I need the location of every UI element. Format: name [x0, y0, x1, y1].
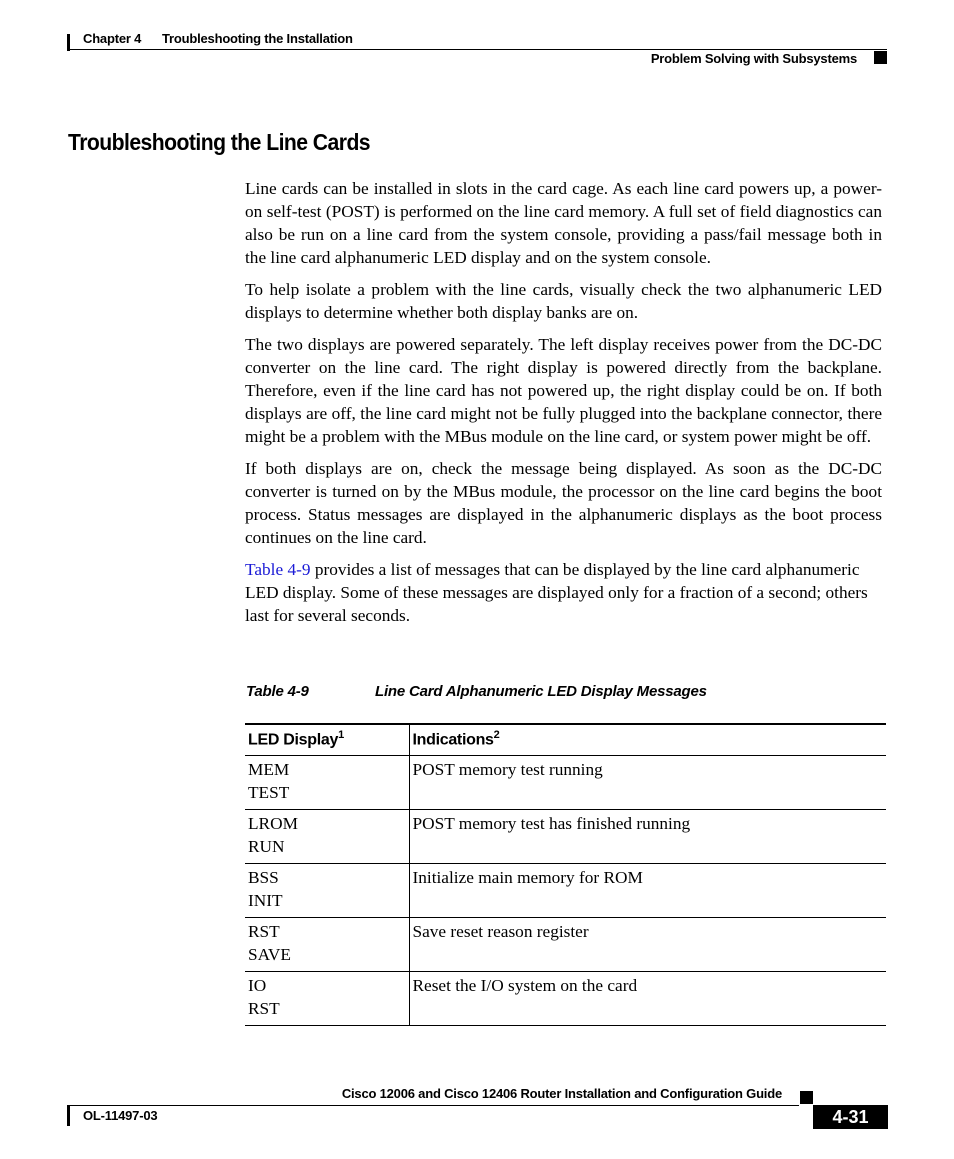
led-display-cell: BSS INIT: [245, 863, 409, 917]
guide-title: Cisco 12006 and Cisco 12406 Router Installation and Configuration Guide: [341, 1086, 782, 1101]
paragraph-text: provides a list of messages that can be displayed by the line card alphanumeric LED display. Some of these messages are displayed only for a fraction of a second; others last for several seconds.: [245, 560, 868, 625]
header-rule: [67, 49, 887, 50]
document-number: OL-11497-03: [83, 1108, 158, 1123]
led-display-cell: LROM RUN: [245, 809, 409, 863]
table-title: Line Card Alphanumeric LED Display Messages: [375, 683, 707, 700]
table-row: [245, 863, 886, 917]
column-header-led-display: LED Display$^1$: [245, 724, 409, 755]
paragraph: The two displays are powered separately. The left display receives power from the DC-DC converter on the line card. The right display is powered directly from the backplane. Therefore, even if the line card has not powered up, the right display could be on. If both displays are off, the line card might not be fully plugged into the backplane connector, there might be a problem with the MBus module on the line card, or system power might be off.: [245, 335, 882, 446]
indication-cell: POST memory test running: [409, 755, 886, 809]
indication-cell: Reset the I/O system on the card: [409, 971, 886, 1025]
paragraph: If both displays are on, check the message being displayed. As soon as the DC-DC converter is turned on by the MBus module, the processor on the line card begins the boot process. Status messages are displayed in the alphanumeric displays as the boot process continues on the line card.: [245, 459, 882, 547]
footer-marker: [800, 1091, 813, 1104]
table-link[interactable]: Table 4-9: [245, 560, 311, 579]
column-header-indications: Indications$^2$: [409, 724, 886, 755]
body-text: [245, 177, 882, 636]
chapter-title: Troubleshooting the Installation: [162, 31, 353, 46]
paragraph: [245, 558, 882, 627]
footnote-marker: 2: [493, 729, 500, 741]
paragraph: To help isolate a problem with the line cards, visually check the two alphanumeric LED displays to determine whether both display banks are on.: [245, 280, 882, 322]
section-title: Problem Solving with Subsystems: [650, 51, 857, 66]
led-display-cell: IO RST: [245, 971, 409, 1025]
paragraph: Line cards can be installed in slots in the card cage. As each line card powers up, a power-on self-test (POST) is performed on the line card memory. A full set of field diagnostics can also be run on a line card from the system console, providing a pass/fail message both in the line card alphanumeric LED display and on the system console.: [245, 179, 882, 267]
table-row: [245, 917, 886, 971]
indication-cell: Initialize main memory for ROM: [409, 863, 886, 917]
header-marker: [874, 51, 887, 64]
table-header-row: [245, 724, 886, 755]
table-row: [245, 755, 886, 809]
indication-cell: POST memory test has finished running: [409, 809, 886, 863]
indication-cell: Save reset reason register: [409, 917, 886, 971]
page-heading: Troubleshooting the Line Cards: [68, 129, 371, 155]
led-messages-table: [245, 723, 886, 1026]
table-number: Table 4-9: [246, 683, 309, 700]
chapter-label: Chapter 4: [83, 31, 142, 46]
page-number: 4-31: [813, 1105, 888, 1129]
table-row: [245, 809, 886, 863]
footer-bar: [67, 1105, 70, 1126]
led-display-cell: MEM TEST: [245, 755, 409, 809]
footnote-marker: 1: [338, 729, 344, 741]
table-row: [245, 971, 886, 1025]
table-caption: [246, 683, 707, 700]
footer-rule: [67, 1105, 799, 1106]
led-display-cell: RST SAVE: [245, 917, 409, 971]
